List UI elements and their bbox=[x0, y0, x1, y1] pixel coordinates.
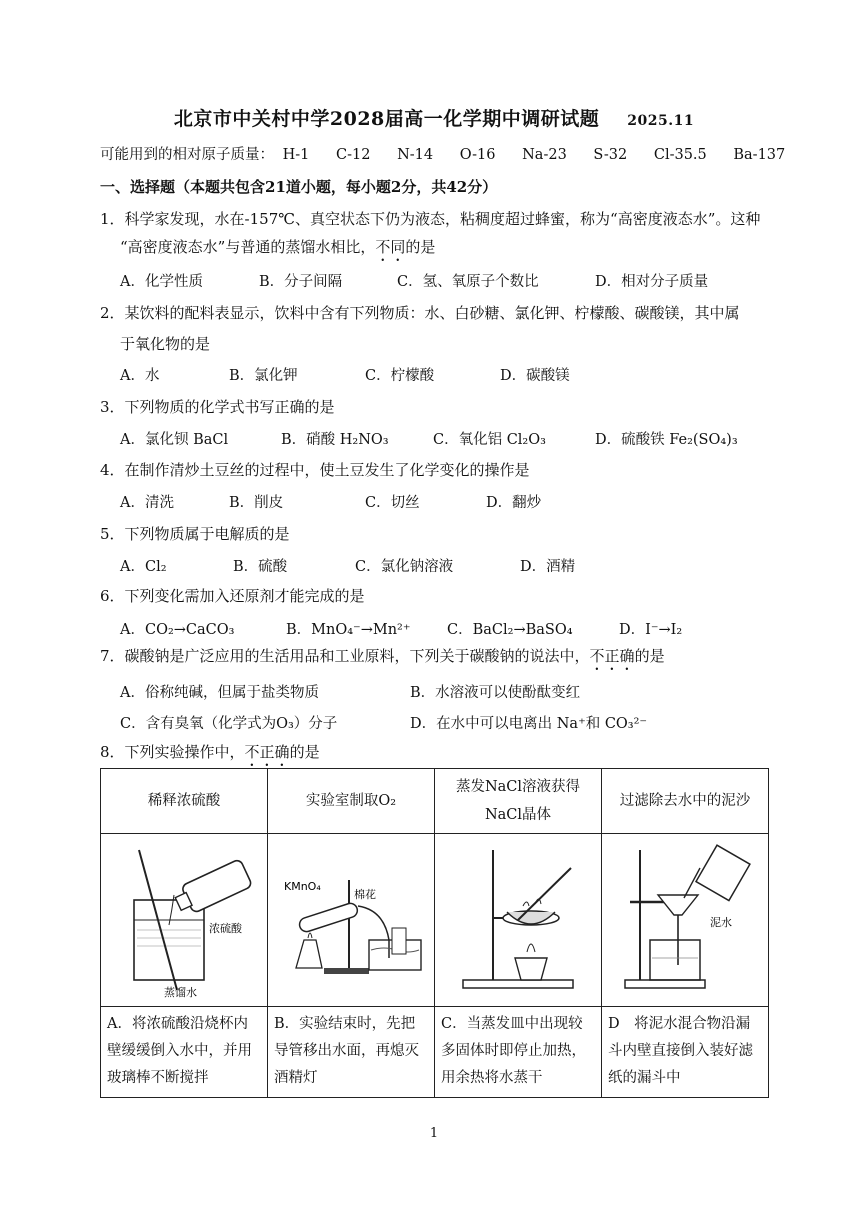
q7-stem-part: 7．碳酸钠是广泛应用的生活用品和工业原料，下列关于碳酸钠的说法中， bbox=[100, 647, 590, 665]
mass-item: N-14 bbox=[397, 147, 434, 163]
exam-title bbox=[0, 104, 868, 131]
water-label: 蒸馏水 bbox=[164, 986, 197, 999]
q4-option-d[interactable]: D．翻炒 bbox=[486, 495, 542, 511]
q5-option-b[interactable]: B．硫酸 bbox=[233, 559, 288, 575]
q7-emphasis: 不正确 bbox=[589, 647, 635, 665]
q8-stem bbox=[100, 741, 320, 770]
q3-option-b[interactable]: B．硝酸 H₂NO₃ bbox=[281, 432, 389, 448]
mass-item: O-16 bbox=[459, 147, 496, 163]
q1-stem-line2 bbox=[120, 236, 435, 265]
q4-option-b[interactable]: B．削皮 bbox=[229, 495, 284, 511]
q2-stem-line2: 于氧化物的是 bbox=[120, 335, 211, 353]
q1-option-c[interactable]: C．氢、氧原子个数比 bbox=[397, 274, 539, 290]
q7-stem-part: 的是 bbox=[634, 647, 665, 665]
mud-label: 泥水 bbox=[710, 916, 732, 929]
q5-option-a[interactable]: A．Cl₂ bbox=[120, 559, 167, 575]
cotton-label: 棉花 bbox=[353, 888, 376, 901]
atomic-mass-line bbox=[100, 143, 785, 164]
q6-option-b[interactable]: B．MnO₄⁻→Mn²⁺ bbox=[286, 622, 411, 638]
q7-option-b[interactable]: B．水溶液可以使酚酞变红 bbox=[410, 685, 581, 701]
page-number: 1 bbox=[429, 1126, 439, 1141]
q3-stem: 3．下列物质的化学式书写正确的是 bbox=[100, 398, 335, 416]
kmno4-label: KMnO₄ bbox=[283, 880, 321, 893]
q4-option-a[interactable]: A．清洗 bbox=[120, 495, 174, 511]
mass-item: Cl-35.5 bbox=[653, 147, 707, 163]
evaporation-illustration bbox=[435, 834, 602, 1007]
q2-option-d[interactable]: D．碳酸镁 bbox=[500, 368, 570, 384]
q1-option-d[interactable]: D．相对分子质量 bbox=[595, 274, 709, 290]
q5-stem: 5．下列物质属于电解质的是 bbox=[100, 525, 290, 543]
q6-option-c[interactable]: C．BaCl₂→BaSO₄ bbox=[447, 622, 573, 638]
q1-stem-line1: 1．科学家发现，水在-157℃、真空状态下仍为液态，粘稠度超过蜂蜜，称为“高密度液态水”。这种 bbox=[100, 210, 761, 228]
acid-dilution-illustration bbox=[101, 834, 268, 1007]
option-d-description[interactable]: D 将泥水混合物沿漏斗内壁直接倒入装好滤纸的漏斗中 bbox=[602, 1007, 769, 1098]
exam-date: 2025.11 bbox=[627, 113, 695, 129]
q2-option-c[interactable]: C．柠檬酸 bbox=[365, 368, 435, 384]
table-image-row bbox=[101, 834, 769, 1007]
q8-emphasis: 不正确 bbox=[244, 743, 290, 761]
q3-option-c[interactable]: C．氧化铝 Cl₂O₃ bbox=[433, 432, 546, 448]
q7-stem bbox=[100, 645, 665, 674]
q7-option-a[interactable]: A．俗称纯碱，但属于盐类物质 bbox=[120, 685, 319, 701]
section-heading: 一、选择题（本题共包含21道小题，每小题2分，共42分） bbox=[100, 178, 498, 196]
q6-option-a[interactable]: A．CO₂→CaCO₃ bbox=[120, 622, 235, 638]
oxygen-prep-illustration bbox=[268, 834, 435, 1007]
mass-item: C-12 bbox=[336, 147, 371, 163]
q2-option-a[interactable]: A．水 bbox=[120, 368, 160, 384]
q1-stem-part: “高密度液态水”与普通的蒸馏水相比， bbox=[120, 238, 376, 256]
q4-stem: 4．在制作清炒土豆丝的过程中，使土豆发生了化学变化的操作是 bbox=[100, 461, 530, 479]
q7-option-d[interactable]: D．在水中可以电离出 Na⁺和 CO₃²⁻ bbox=[410, 716, 648, 732]
option-b-description[interactable]: B．实验结束时，先把导管移出水面，再熄灭酒精灯 bbox=[268, 1007, 435, 1098]
experiment-table bbox=[100, 768, 769, 1098]
atomic-mass-label: 可能用到的相对原子质量： bbox=[100, 147, 274, 163]
q2-stem-line1: 2．某饮料的配料表显示，饮料中含有下列物质：水、白砂糖、氯化钾、柠檬酸、碳酸镁，其中属 bbox=[100, 304, 740, 322]
q6-option-d[interactable]: D．I⁻→I₂ bbox=[619, 622, 683, 638]
mass-item: S-32 bbox=[593, 147, 628, 163]
q7-option-c[interactable]: C．含有臭氧（化学式为O₃）分子 bbox=[120, 716, 338, 732]
header-cell: 过滤除去水中的泥沙 bbox=[602, 769, 769, 834]
q3-option-a[interactable]: A．氯化钡 BaCl bbox=[120, 432, 229, 448]
filtration-illustration bbox=[602, 834, 769, 1007]
header-cell: 蒸发NaCl溶液获得NaCl晶体 bbox=[435, 769, 602, 834]
option-c-description[interactable]: C．当蒸发皿中出现较多固体时即停止加热，用余热将水蒸干 bbox=[435, 1007, 602, 1098]
table-header-row bbox=[101, 769, 769, 834]
q1-stem-part: 的是 bbox=[405, 238, 436, 256]
q8-stem-part: 8．下列实验操作中， bbox=[100, 743, 245, 761]
q5-option-c[interactable]: C．氯化钠溶液 bbox=[355, 559, 454, 575]
title-text: 北京市中关村中学2028届高一化学期中调研试题 bbox=[173, 108, 600, 130]
table-description-row bbox=[101, 1007, 769, 1098]
q1-option-b[interactable]: B．分子间隔 bbox=[259, 274, 343, 290]
acid-label: 浓硫酸 bbox=[209, 922, 242, 935]
q8-stem-part: 的是 bbox=[289, 743, 320, 761]
mass-item: Na-23 bbox=[522, 147, 567, 163]
mass-item: H-1 bbox=[282, 147, 310, 163]
q5-option-d[interactable]: D．酒精 bbox=[520, 559, 576, 575]
option-a-description[interactable]: A．将浓硫酸沿烧杯内壁缓缓倒入水中，并用玻璃棒不断搅拌 bbox=[101, 1007, 268, 1098]
header-cell: 稀释浓硫酸 bbox=[101, 769, 268, 834]
q2-option-b[interactable]: B．氯化钾 bbox=[229, 368, 298, 384]
q1-option-a[interactable]: A．化学性质 bbox=[120, 274, 203, 290]
q6-stem: 6．下列变化需加入还原剂才能完成的是 bbox=[100, 587, 365, 605]
header-cell: 实验室制取O₂ bbox=[268, 769, 435, 834]
q4-option-c[interactable]: C．切丝 bbox=[365, 495, 420, 511]
q3-option-d[interactable]: D．硫酸铁 Fe₂(SO₄)₃ bbox=[595, 432, 738, 448]
mass-item: Ba-137 bbox=[733, 147, 786, 163]
q1-emphasis: 不同 bbox=[375, 238, 406, 256]
